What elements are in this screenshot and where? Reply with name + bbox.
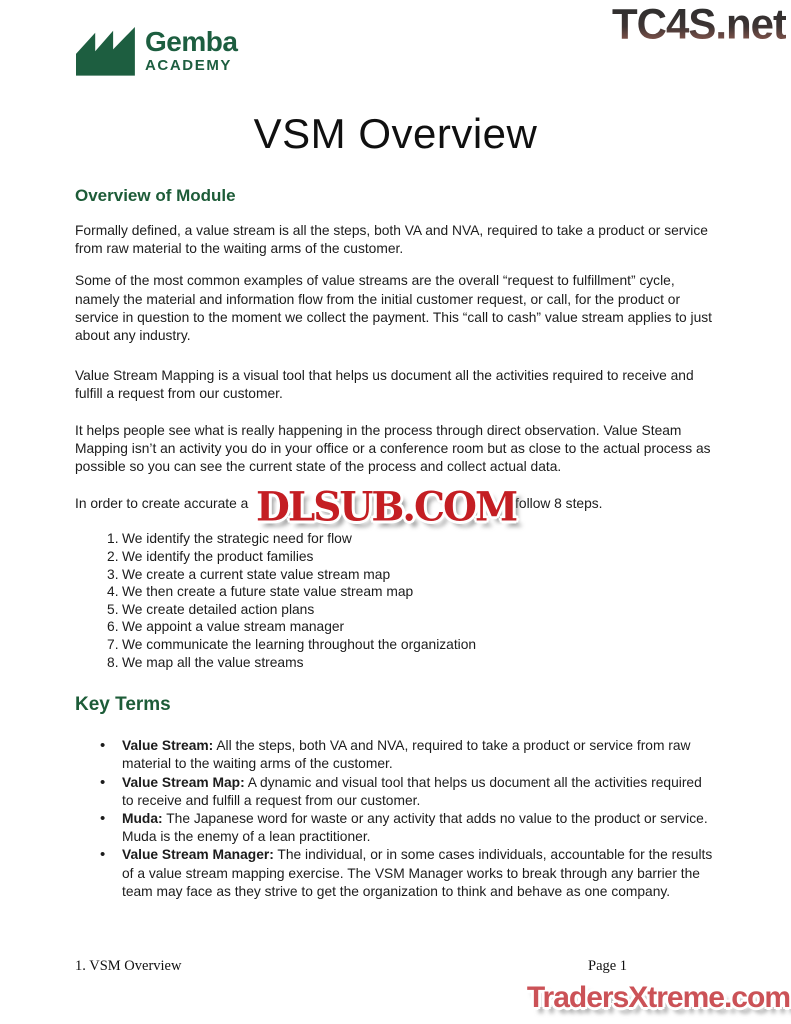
key-term: Value Stream: (122, 738, 214, 754)
document-content (75, 0, 716, 901)
list-item: We communicate the learning throughout the organization (122, 637, 477, 652)
key-term: Value Stream Manager: (122, 847, 274, 863)
footer-section-label: 1. VSM Overview (75, 958, 182, 974)
list-item: We map all the value streams (122, 654, 304, 670)
key-term-item (122, 737, 716, 773)
section-heading-key-terms: Key Terms (75, 694, 171, 716)
steps-intro-after: y follow 8 steps. (504, 496, 603, 512)
list-item: We identify the product families (122, 549, 314, 565)
watermark-top-right: TC4S.net (611, 0, 786, 48)
key-term-definition: All the steps, both VA and NVA, required to take a product or service from raw material to the waiting arms of the customer. (122, 738, 691, 772)
list-item: We create detailed action plans (122, 601, 315, 617)
section-heading-overview: Overview of Module (75, 186, 236, 205)
paragraph: It helps people see what is really happening in the process through direct observation. Value Steam Mapping isn’t an activity you do in your office or a conference room but as close to the actual process as possible so you can see the current state of the process and collect actual data. (75, 422, 711, 475)
key-term-definition: The Japanese word for waste or any activity that adds no value to the product or service. Muda is the enemy of a lean practitioner. (122, 811, 708, 845)
logo-name: Gemba (145, 26, 238, 57)
list-item: We create a current state value stream map (122, 566, 391, 582)
footer-page-number: Page 1 (588, 958, 628, 974)
key-term: Muda: (122, 811, 163, 826)
logo-subtitle: ACADEMY (145, 57, 233, 74)
key-term-definition: The individual, or in some cases individuals, accountable for the results of a value stream mapping exercise. The VSM Manager works to break through any barrier the team may face as they strive to get the organization to think and behave as one company. (122, 847, 713, 899)
list-item: We identify the strategic need for flow (122, 531, 352, 547)
key-term-definition: A dynamic and visual tool that helps us document all the activities required to receive and fulfill a request from our customer. (122, 774, 702, 808)
key-term: Value Stream Map: (122, 774, 245, 790)
key-terms-list (75, 737, 716, 901)
page-title: VSM Overview (253, 110, 538, 157)
key-term-item (122, 846, 716, 901)
vsm-steps-list (75, 530, 716, 671)
steps-intro-before: In order to create accurate a (75, 496, 249, 512)
list-item: We then create a future state value stream map (122, 584, 414, 600)
paragraph: Some of the most common examples of value streams are the overall “request to fulfillment” cycle, namely the material and information flow from the initial customer request, or call, for the product or service in question to the moment we collect the payment. This “call to cash” value stream applies to just about any industry. (75, 273, 713, 344)
list-item: We appoint a value stream manager (122, 619, 345, 635)
paragraph: Value Stream Mapping is a visual tool that helps us document all the activities required to receive and fulfill a request from our customer. (75, 368, 694, 402)
key-term-item (122, 774, 716, 810)
watermark-center: DLSUB.COM (256, 483, 517, 531)
watermark-bottom-right: TradersXtreme.com (526, 981, 790, 1014)
key-term-item (122, 810, 716, 846)
paragraph: Formally defined, a value stream is all the steps, both VA and NVA, required to take a product or service from raw material to the waiting arms of the customer. (75, 223, 708, 257)
